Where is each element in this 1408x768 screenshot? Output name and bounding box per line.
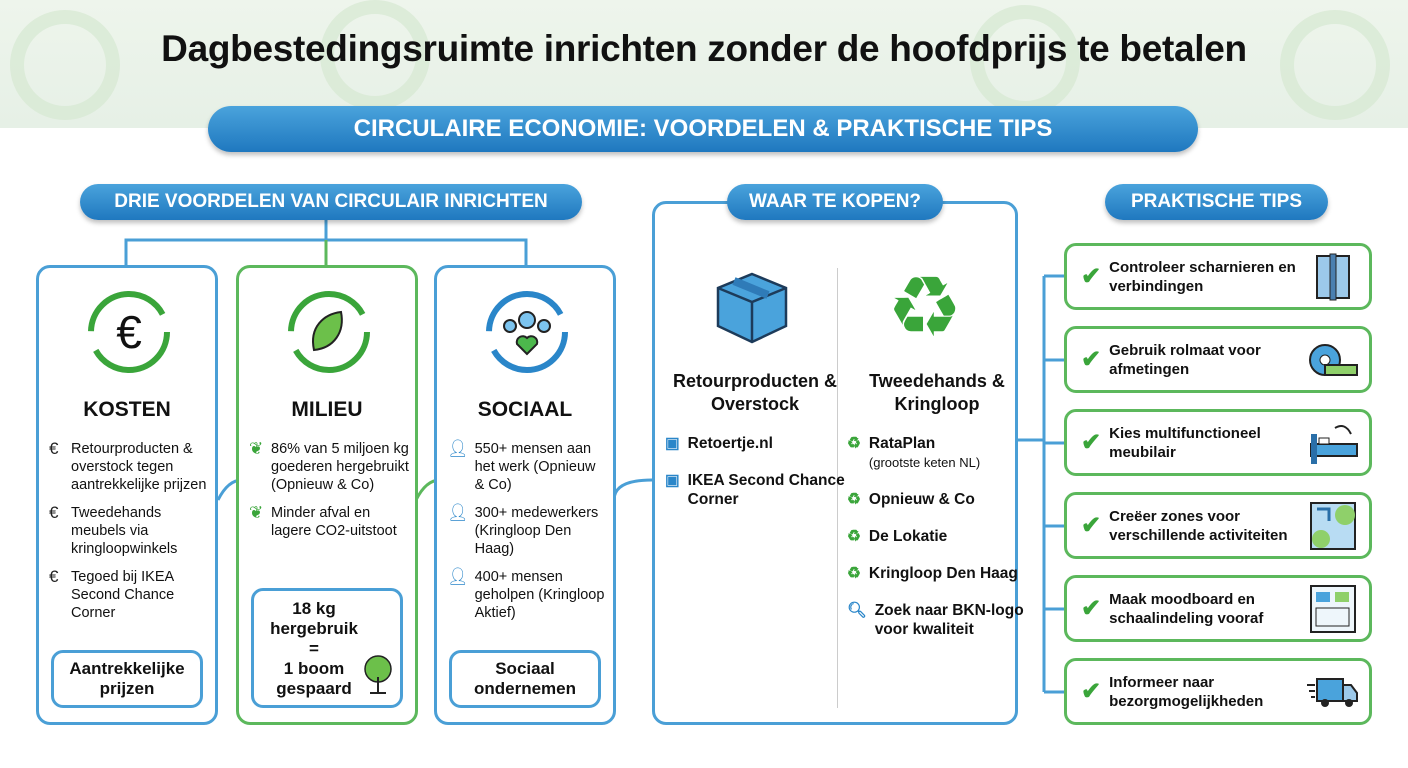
floorplan-icon [1307,584,1359,634]
shop-item: Opnieuw & Co [868,491,975,508]
recycle-icon: ♻ [847,528,861,545]
shop-item: IKEA Second Chance Corner [687,472,845,508]
benefit-item: 300+ medewerkers (Kringloop Den Haag) [474,505,599,557]
recycle-icon: ♻ [887,260,963,354]
magnifier-check-icon: 🔍︎ [847,602,867,619]
tape-measure-icon [1307,335,1359,385]
tip-card [1064,492,1372,559]
benefit-item: 400+ mensen geholpen (Kringloop Aktief) [474,569,605,621]
check-icon: ✔ [1081,678,1102,705]
where-to-buy-panel [652,201,1024,725]
summary-line: 1 boom [283,659,345,678]
shop-item: De Lokatie [868,528,948,545]
tip-card [1064,658,1372,725]
benefit-item: Retourproducten & overstock tegen aantrekkelijke prijzen [71,441,207,493]
person-icon: 👤︎ [447,439,469,458]
leaf-cycle-icon [279,282,379,382]
shop-item: RataPlan (grootste keten NL) [868,435,981,470]
people-heart-icon [477,282,577,382]
where-heading: WAAR TE KOPEN? [727,184,943,220]
check-icon: ✔ [1081,512,1102,539]
summary-box: Aantrekkelijke prijzen [51,650,203,708]
subtitle-banner: CIRCULAIRE ECONOMIE: VOORDELEN & PRAKTISCHE TIPS [208,106,1198,152]
check-icon: ✔ [1081,263,1102,290]
tip-text: Gebruik rolmaat voor afmetingen [1109,341,1261,378]
person-icon: 👤︎ [447,567,469,586]
delivery-truck-icon [1307,667,1359,717]
card-sociaal [434,265,616,725]
euro-cycle-icon [79,282,179,382]
euro-icon: € [49,503,59,522]
person-icon: 👤︎ [447,503,469,522]
benefits-heading: DRIE VOORDELEN VAN CIRCULAIR INRICHTEN [80,184,582,220]
shop-item: Kringloop Den Haag [868,565,1018,582]
summary-line: = [309,639,319,658]
shop-item: Retoertje.nl [687,435,773,452]
card-title: KOSTEN [83,398,171,421]
tip-text: Creëer zones voor verschillende activiteiten [1109,507,1288,544]
recycle-icon: ♻ [847,435,861,452]
column-title: Tweedehands & Kringloop [869,371,1005,414]
card-kosten [36,265,218,725]
page-title: Dagbestedingsruimte inrichten zonder de hoofdprijs te betalen [161,28,1247,69]
tree-icon [362,655,394,695]
tip-text: Kies multifunctioneel meubilair [1109,424,1261,461]
tips-heading: PRAKTISCHE TIPS [1105,184,1328,220]
recycle-icon: ♻ [847,565,861,582]
euro-icon: € [49,439,59,458]
leaf-icon: ❦ [249,439,264,458]
tip-card [1064,409,1372,476]
benefit-item: 550+ mensen aan het werk (Opnieuw & Co) [474,441,596,493]
retour-column [665,204,845,527]
summary-line: hergebruik [270,619,358,638]
check-icon: ✔ [1081,429,1102,456]
summary-line: 18 kg [292,599,336,618]
zone-map-icon [1307,501,1359,551]
tip-text: Controleer scharnieren en verbindingen [1109,258,1296,295]
card-title: MILIEU [291,398,363,421]
card-milieu [236,265,418,725]
benefit-item: Tegoed bij IKEA Second Chance Corner [71,569,175,621]
box-icon: ▣ [665,435,680,452]
tip-card [1064,243,1372,310]
tip-card [1064,575,1372,642]
euro-icon: € [49,567,59,586]
leaf-icon: ❦ [249,503,264,522]
column-title: Retourproducten & Overstock [673,371,837,414]
benefit-item: 86% van 5 miljoen kg goederen hergebruikt (Opnieuw & Co) [271,441,409,493]
benefit-item: Minder afval en lagere CO2-uitstoot [271,505,397,539]
tip-text: Maak moodboard en schaalindeling vooraf [1109,590,1264,627]
svg-text:€: € [116,306,142,358]
check-icon: ✔ [1081,346,1102,373]
summary-line: gespaard [276,679,352,698]
tip-text: Informeer naar bezorgmogelijkheden [1109,673,1264,710]
bed-icon [1307,418,1359,468]
summary-box [251,588,403,708]
check-icon: ✔ [1081,595,1102,622]
summary-box: Sociaal ondernemen [449,650,601,708]
search-tip: Zoek naar BKN-logo voor kwaliteit [874,602,1024,638]
box-icon [710,266,794,350]
recycle-icon: ♻ [847,491,861,508]
benefit-item: Tweedehands meubels via kringloopwinkels [71,505,178,557]
kringloop-column [847,204,1027,657]
tip-card [1064,326,1372,393]
box-icon: ▣ [665,472,680,489]
hinge-icon [1307,252,1359,302]
card-title: SOCIAAL [477,398,573,421]
